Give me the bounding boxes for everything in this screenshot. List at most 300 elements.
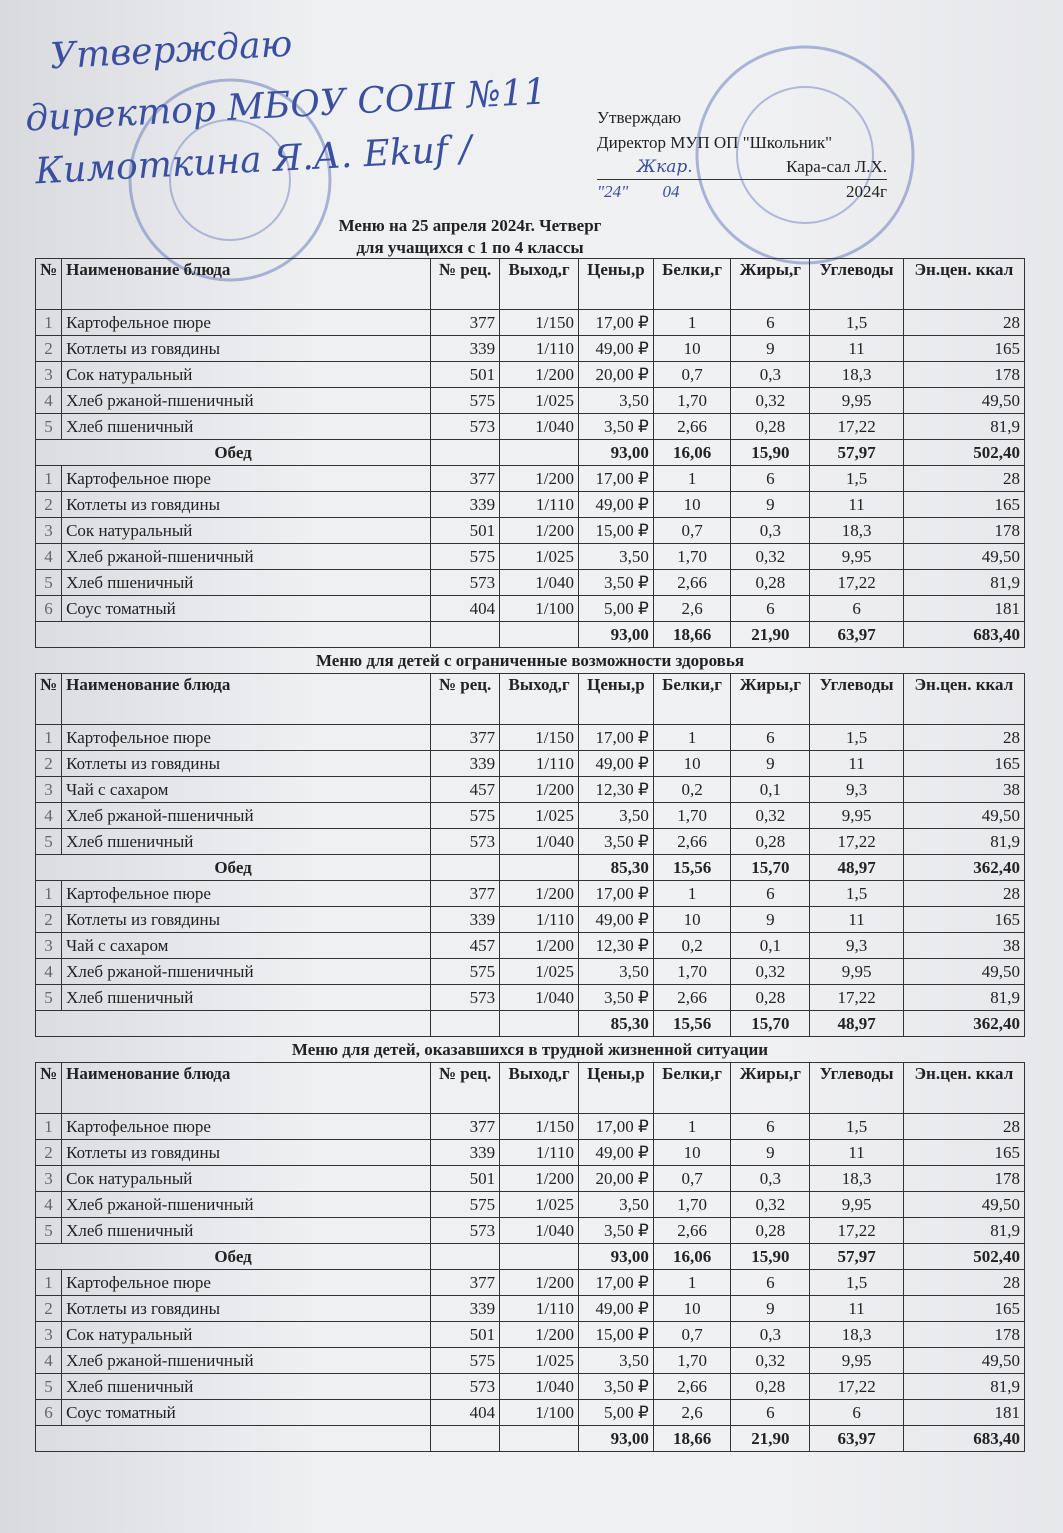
table-cell: 1/040	[500, 1374, 579, 1400]
table-cell: Котлеты из говядины	[62, 1296, 431, 1322]
table-cell: 9	[731, 336, 810, 362]
table-cell: 4	[36, 959, 62, 985]
table-cell: Хлеб пшеничный	[62, 829, 431, 855]
table-cell: 18,3	[810, 362, 903, 388]
table-cell: 501	[431, 362, 500, 388]
table-cell: Котлеты из говядины	[62, 336, 431, 362]
table-row	[36, 1270, 1025, 1296]
signature: Жкар.	[637, 157, 693, 177]
table-cell: 9	[731, 1140, 810, 1166]
table-cell: 5,00 ₽	[578, 1400, 653, 1426]
table-cell: 9,3	[810, 933, 903, 959]
table-cell: 0,32	[731, 1348, 810, 1374]
column-header: Жиры,г	[731, 259, 810, 310]
table-cell: 1/150	[500, 1114, 579, 1140]
table-cell: 1,70	[653, 959, 731, 985]
total-row	[36, 622, 1025, 648]
column-header: Углеводы	[810, 674, 903, 725]
table-cell: 573	[431, 985, 500, 1011]
total-label	[36, 1011, 431, 1037]
table-cell: Котлеты из говядины	[62, 1140, 431, 1166]
table-cell: 181	[903, 596, 1024, 622]
table-cell: 1/040	[500, 1218, 579, 1244]
table-cell: 501	[431, 1166, 500, 1192]
table-cell: Соус томатный	[62, 1400, 431, 1426]
table-cell: 15,00 ₽	[578, 1322, 653, 1348]
total-row	[36, 1011, 1025, 1037]
table-cell: 1/200	[500, 933, 579, 959]
table-cell: 9,95	[810, 544, 903, 570]
section-heading: Меню для детей с ограниченные возможности здоровья	[36, 648, 1025, 674]
date-year: 2024г	[846, 182, 887, 201]
total-value: 57,97	[810, 440, 903, 466]
table-cell: 11	[810, 1296, 903, 1322]
table-cell: 20,00 ₽	[578, 362, 653, 388]
table-cell: Хлеб ржаной-пшеничный	[62, 803, 431, 829]
total-value: 15,90	[731, 440, 810, 466]
table-cell: 4	[36, 1192, 62, 1218]
table-cell: Котлеты из говядины	[62, 907, 431, 933]
table-cell: 178	[903, 1322, 1024, 1348]
menu-subtitle: для учащихся с 1 по 4 классы	[356, 238, 584, 257]
table-cell: Хлеб пшеничный	[62, 985, 431, 1011]
table-cell: 6	[731, 1270, 810, 1296]
table-cell: 3	[36, 1322, 62, 1348]
table-cell: Картофельное пюре	[62, 725, 431, 751]
column-header: Эн.цен. ккал	[903, 674, 1024, 725]
table-cell: 457	[431, 777, 500, 803]
table-row	[36, 310, 1025, 336]
table-cell: 1/200	[500, 777, 579, 803]
table-cell: Хлеб пшеничный	[62, 570, 431, 596]
table-cell: 6	[731, 596, 810, 622]
table-cell: 575	[431, 803, 500, 829]
table-cell: 4	[36, 544, 62, 570]
column-header: Цены,р	[578, 674, 653, 725]
table-cell: 0,2	[653, 933, 731, 959]
table-cell: 49,00 ₽	[578, 1140, 653, 1166]
table-row	[36, 1166, 1025, 1192]
column-header: №	[36, 259, 62, 310]
table-row	[36, 518, 1025, 544]
table-cell: 5	[36, 1218, 62, 1244]
table-cell: 0,7	[653, 362, 731, 388]
table-cell: 1	[36, 881, 62, 907]
table-cell: 1	[36, 1270, 62, 1296]
table-cell: 49,50	[903, 959, 1024, 985]
table-cell: 6	[810, 596, 903, 622]
table-cell: 1	[36, 725, 62, 751]
total-label	[36, 1426, 431, 1452]
table-cell: 6	[731, 1114, 810, 1140]
table-cell: 10	[653, 907, 731, 933]
total-value: 15,90	[731, 1244, 810, 1270]
table-cell: 81,9	[903, 414, 1024, 440]
table-cell: 1	[653, 1114, 731, 1140]
table-cell: 1,70	[653, 803, 731, 829]
table-row	[36, 414, 1025, 440]
total-value: 93,00	[578, 440, 653, 466]
table-cell: 1	[653, 725, 731, 751]
table-cell: Хлеб ржаной-пшеничный	[62, 544, 431, 570]
table-cell: 28	[903, 1114, 1024, 1140]
table-cell: 573	[431, 414, 500, 440]
total-value: 48,97	[810, 1011, 903, 1037]
total-row	[36, 855, 1025, 881]
table-row	[36, 1140, 1025, 1166]
table-cell: 15,00 ₽	[578, 518, 653, 544]
table-cell: 0,32	[731, 388, 810, 414]
column-header: Цены,р	[578, 1063, 653, 1114]
table-row	[36, 1400, 1025, 1426]
table-header-row	[36, 259, 1025, 310]
table-row	[36, 933, 1025, 959]
table-row	[36, 881, 1025, 907]
table-cell: 10	[653, 492, 731, 518]
table-cell: 3	[36, 518, 62, 544]
table-cell: 1/200	[500, 881, 579, 907]
table-cell: 3,50 ₽	[578, 985, 653, 1011]
table-row	[36, 725, 1025, 751]
table-row	[36, 985, 1025, 1011]
total-label	[36, 622, 431, 648]
empty-cell	[431, 1244, 500, 1270]
table-cell: Котлеты из говядины	[62, 751, 431, 777]
menu-table	[35, 258, 1025, 1452]
table-cell: 1/200	[500, 1322, 579, 1348]
table-cell: 3	[36, 777, 62, 803]
table-cell: 49,00 ₽	[578, 751, 653, 777]
table-cell: 1,70	[653, 1348, 731, 1374]
table-cell: 0,28	[731, 1374, 810, 1400]
empty-cell	[500, 855, 579, 881]
table-cell: 0,32	[731, 803, 810, 829]
column-header: № рец.	[431, 1063, 500, 1114]
table-row	[36, 336, 1025, 362]
table-cell: Сок натуральный	[62, 362, 431, 388]
table-cell: 2	[36, 907, 62, 933]
table-cell: Картофельное пюре	[62, 1270, 431, 1296]
table-cell: 81,9	[903, 829, 1024, 855]
total-value: 93,00	[578, 622, 653, 648]
table-cell: 339	[431, 907, 500, 933]
table-cell: 1,5	[810, 881, 903, 907]
table-cell: 339	[431, 492, 500, 518]
table-cell: 17,22	[810, 414, 903, 440]
total-value: 15,56	[653, 1011, 731, 1037]
table-cell: 3	[36, 362, 62, 388]
table-cell: 6	[810, 1400, 903, 1426]
table-cell: 6	[731, 1400, 810, 1426]
table-cell: 3	[36, 933, 62, 959]
table-cell: 17,00 ₽	[578, 725, 653, 751]
table-cell: 1/040	[500, 985, 579, 1011]
table-cell: 1/100	[500, 596, 579, 622]
approval-signature-line	[597, 157, 887, 180]
column-header: №	[36, 674, 62, 725]
table-cell: 501	[431, 1322, 500, 1348]
table-cell: 5	[36, 414, 62, 440]
table-cell: 1/025	[500, 803, 579, 829]
table-cell: 1/110	[500, 907, 579, 933]
table-cell: 339	[431, 751, 500, 777]
column-header: № рец.	[431, 674, 500, 725]
table-row	[36, 362, 1025, 388]
total-value: 63,97	[810, 622, 903, 648]
total-value: 16,06	[653, 440, 731, 466]
table-cell: 49,50	[903, 1348, 1024, 1374]
table-cell: Сок натуральный	[62, 1166, 431, 1192]
total-value: 683,40	[903, 1426, 1024, 1452]
table-cell: Хлеб пшеничный	[62, 414, 431, 440]
table-cell: 1/200	[500, 466, 579, 492]
table-cell: 10	[653, 1140, 731, 1166]
table-cell: 165	[903, 336, 1024, 362]
table-cell: 18,3	[810, 1322, 903, 1348]
table-cell: 49,50	[903, 544, 1024, 570]
table-cell: 377	[431, 725, 500, 751]
total-value: 683,40	[903, 622, 1024, 648]
total-value: 57,97	[810, 1244, 903, 1270]
table-cell: 377	[431, 466, 500, 492]
table-cell: 178	[903, 362, 1024, 388]
table-cell: 377	[431, 881, 500, 907]
table-cell: 9,95	[810, 1348, 903, 1374]
table-cell: 6	[731, 310, 810, 336]
table-cell: 1/110	[500, 751, 579, 777]
section-heading: Меню для детей, оказавшихся в трудной жизненной ситуации	[36, 1037, 1025, 1063]
table-cell: Картофельное пюре	[62, 466, 431, 492]
table-cell: 18,3	[810, 1166, 903, 1192]
table-cell: 575	[431, 544, 500, 570]
table-cell: Соус томатный	[62, 596, 431, 622]
table-cell: 573	[431, 829, 500, 855]
table-cell: Хлеб пшеничный	[62, 1374, 431, 1400]
column-header: Белки,г	[653, 1063, 731, 1114]
empty-cell	[500, 1244, 579, 1270]
table-cell: Сок натуральный	[62, 518, 431, 544]
table-cell: 11	[810, 907, 903, 933]
table-row	[36, 803, 1025, 829]
table-cell: 6	[731, 725, 810, 751]
empty-cell	[500, 1011, 579, 1037]
approver-name: Кара-сал Л.Х.	[786, 157, 887, 176]
table-cell: 20,00 ₽	[578, 1166, 653, 1192]
column-header: Наименование блюда	[62, 259, 431, 310]
table-cell: 1/025	[500, 1348, 579, 1374]
table-row	[36, 1192, 1025, 1218]
total-row	[36, 1244, 1025, 1270]
table-cell: 165	[903, 907, 1024, 933]
table-cell: 1/110	[500, 1140, 579, 1166]
table-cell: Котлеты из говядины	[62, 492, 431, 518]
total-value: 362,40	[903, 1011, 1024, 1037]
table-cell: 1	[653, 1270, 731, 1296]
empty-cell	[431, 440, 500, 466]
table-cell: 0,3	[731, 1322, 810, 1348]
total-value: 85,30	[578, 1011, 653, 1037]
table-cell: 5	[36, 1374, 62, 1400]
table-cell: 1/110	[500, 492, 579, 518]
table-cell: 1,70	[653, 388, 731, 414]
approval-position: Директор МУП ОП "Школьник"	[597, 133, 833, 152]
column-header: № рец.	[431, 259, 500, 310]
table-cell: 4	[36, 803, 62, 829]
total-row	[36, 440, 1025, 466]
table-cell: 377	[431, 310, 500, 336]
table-row	[36, 492, 1025, 518]
column-header: Выход,г	[500, 1063, 579, 1114]
table-cell: 1	[653, 310, 731, 336]
table-cell: Хлеб ржаной-пшеничный	[62, 1192, 431, 1218]
table-cell: 3,50 ₽	[578, 1374, 653, 1400]
empty-cell	[431, 1011, 500, 1037]
table-cell: 9,95	[810, 803, 903, 829]
column-header: Эн.цен. ккал	[903, 1063, 1024, 1114]
table-cell: 0,2	[653, 777, 731, 803]
table-cell: 9	[731, 1296, 810, 1322]
table-cell: 0,3	[731, 518, 810, 544]
table-row	[36, 777, 1025, 803]
total-value: 21,90	[731, 1426, 810, 1452]
table-cell: 2	[36, 1140, 62, 1166]
table-cell: 1/100	[500, 1400, 579, 1426]
table-cell: 178	[903, 1166, 1024, 1192]
table-cell: 2,66	[653, 570, 731, 596]
column-header: Цены,р	[578, 259, 653, 310]
table-cell: 0,32	[731, 544, 810, 570]
handwritten-approval-2: директор МБОУ СОШ №11	[24, 71, 548, 140]
table-cell: 18,3	[810, 518, 903, 544]
empty-cell	[500, 1426, 579, 1452]
table-cell: 3,50 ₽	[578, 570, 653, 596]
section-heading-row	[36, 648, 1025, 674]
table-row	[36, 1296, 1025, 1322]
table-cell: 1/110	[500, 336, 579, 362]
approval-date	[597, 182, 887, 202]
table-cell: 28	[903, 725, 1024, 751]
table-cell: 165	[903, 1296, 1024, 1322]
table-cell: 339	[431, 1296, 500, 1322]
table-cell: 165	[903, 751, 1024, 777]
table-cell: 0,28	[731, 985, 810, 1011]
approval-label: Утверждаю	[597, 108, 682, 127]
table-cell: Картофельное пюре	[62, 1114, 431, 1140]
table-cell: 178	[903, 518, 1024, 544]
table-cell: Чай с сахаром	[62, 933, 431, 959]
table-cell: 28	[903, 881, 1024, 907]
column-header: Углеводы	[810, 1063, 903, 1114]
table-cell: 49,00 ₽	[578, 1296, 653, 1322]
table-cell: 6	[731, 466, 810, 492]
table-cell: 339	[431, 336, 500, 362]
table-cell: 0,32	[731, 1192, 810, 1218]
table-cell: 1/040	[500, 414, 579, 440]
table-row	[36, 1114, 1025, 1140]
table-cell: 17,00 ₽	[578, 881, 653, 907]
table-row	[36, 544, 1025, 570]
table-cell: 0,7	[653, 1322, 731, 1348]
table-cell: 0,28	[731, 414, 810, 440]
table-cell: 6	[36, 596, 62, 622]
table-cell: 12,30 ₽	[578, 933, 653, 959]
total-value: 18,66	[653, 622, 731, 648]
table-cell: 1,5	[810, 1270, 903, 1296]
table-cell: Хлеб ржаной-пшеничный	[62, 388, 431, 414]
table-cell: 1,5	[810, 1114, 903, 1140]
table-cell: 181	[903, 1400, 1024, 1426]
table-cell: 573	[431, 570, 500, 596]
table-cell: 6	[731, 881, 810, 907]
table-cell: 1	[36, 466, 62, 492]
table-cell: 17,00 ₽	[578, 1114, 653, 1140]
table-cell: 1/040	[500, 829, 579, 855]
table-cell: 0,7	[653, 1166, 731, 1192]
table-cell: 1,70	[653, 1192, 731, 1218]
table-cell: 5,00 ₽	[578, 596, 653, 622]
table-cell: 11	[810, 492, 903, 518]
table-cell: 2	[36, 492, 62, 518]
table-row	[36, 751, 1025, 777]
table-cell: 10	[653, 336, 731, 362]
table-cell: 1	[653, 466, 731, 492]
table-cell: 49,00 ₽	[578, 492, 653, 518]
table-cell: Хлеб ржаной-пшеничный	[62, 959, 431, 985]
date-day: "24"	[597, 182, 629, 201]
total-value: 93,00	[578, 1244, 653, 1270]
table-cell: 17,00 ₽	[578, 310, 653, 336]
table-cell: 81,9	[903, 1218, 1024, 1244]
table-cell: 165	[903, 492, 1024, 518]
table-cell: 17,22	[810, 1374, 903, 1400]
table-cell: 501	[431, 518, 500, 544]
column-header: Жиры,г	[731, 674, 810, 725]
table-cell: Чай с сахаром	[62, 777, 431, 803]
table-cell: 1,70	[653, 544, 731, 570]
table-cell: 1/200	[500, 1270, 579, 1296]
table-cell: 12,30 ₽	[578, 777, 653, 803]
table-cell: 339	[431, 1140, 500, 1166]
table-cell: 3,50	[578, 959, 653, 985]
table-cell: 0,1	[731, 933, 810, 959]
table-cell: 9,95	[810, 1192, 903, 1218]
table-cell: 1/150	[500, 725, 579, 751]
table-cell: 3,50	[578, 544, 653, 570]
table-cell: 3,50	[578, 1348, 653, 1374]
table-cell: 575	[431, 959, 500, 985]
table-cell: 3,50	[578, 1192, 653, 1218]
table-cell: 49,50	[903, 388, 1024, 414]
table-cell: 2	[36, 751, 62, 777]
column-header: №	[36, 1063, 62, 1114]
table-cell: 404	[431, 596, 500, 622]
handwritten-approval-1: Утверждаю	[49, 23, 294, 78]
table-cell: 4	[36, 388, 62, 414]
empty-cell	[431, 1426, 500, 1452]
table-cell: 0,7	[653, 518, 731, 544]
table-cell: 2,66	[653, 1374, 731, 1400]
table-cell: 404	[431, 1400, 500, 1426]
total-label: Обед	[36, 855, 431, 881]
section-heading-row	[36, 1037, 1025, 1063]
table-cell: 1	[36, 310, 62, 336]
total-value: 502,40	[903, 1244, 1024, 1270]
column-header: Наименование блюда	[62, 1063, 431, 1114]
total-value: 15,70	[731, 1011, 810, 1037]
total-label: Обед	[36, 440, 431, 466]
table-cell: 81,9	[903, 570, 1024, 596]
table-cell: 49,00 ₽	[578, 336, 653, 362]
